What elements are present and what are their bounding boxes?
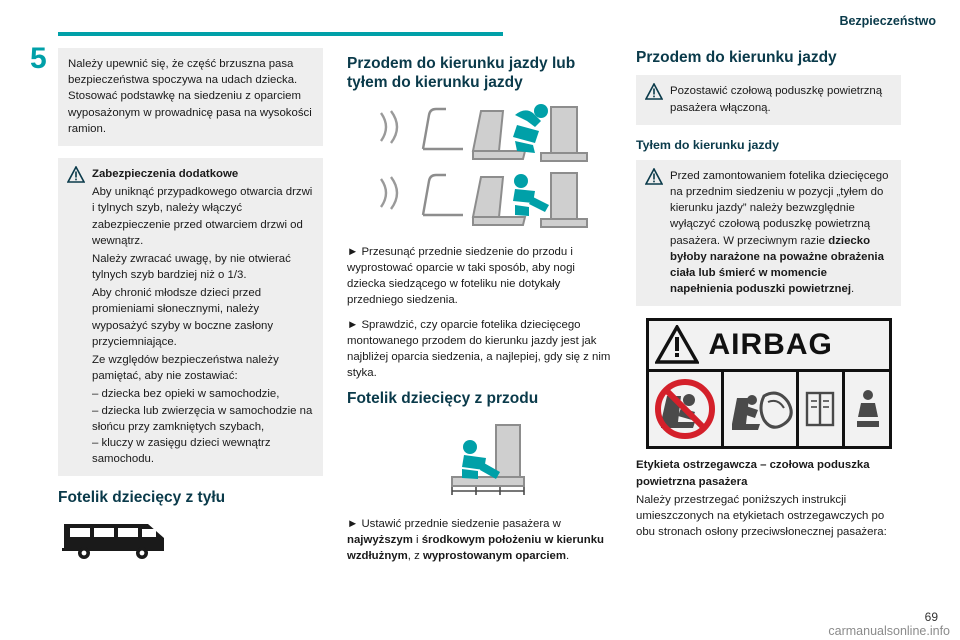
note-box-seatbelt <box>58 48 323 146</box>
manual-book-icon <box>799 372 845 446</box>
warning-title: Zabezpieczenia dodatkowe <box>92 167 239 180</box>
airbag-label-top <box>649 321 889 372</box>
column-3 <box>636 48 901 542</box>
section-heading-forward-facing: Przodem do kierunku jazdy <box>636 49 837 66</box>
list-item: – kluczy w zasięgu dzieci wewnątrz samochodu. <box>92 436 271 466</box>
page-header: Bezpieczeństwo <box>839 14 936 28</box>
page-number: 69 <box>924 610 938 624</box>
warning-paragraph-2: Należy zwracać uwagę, by nie otwierać tylnych szyb bardziej niż o 1/3. <box>92 252 291 282</box>
dealer-info-icon <box>845 372 891 446</box>
warning-text-bold: dziecko byłoby narażone na poważne obrażenia ciała lub śmierć w momencie napełnienia poduszki powietrznej <box>670 234 884 296</box>
watermark: carmanualsonline.info <box>828 624 950 638</box>
front-seat-figure <box>347 417 612 506</box>
instruction-paragraph-3 <box>347 516 612 565</box>
text-bold-2: środkowym położeniu w kierunku wzdłużnym <box>347 533 604 562</box>
section-heading-front-child-seat: Fotelik dziecięcy z przodu <box>347 390 539 408</box>
warning-triangle-icon <box>67 166 85 184</box>
list-item: – dziecka bez opieki w samochodzie, <box>92 388 280 401</box>
warning-paragraph-3: Aby chronić młodsze dzieci przed promieniami słonecznymi, należy wyposażyć szyby w boczne zasłony przyciemniające. <box>92 287 274 348</box>
text-fragment: . <box>566 550 570 562</box>
text-fragment: ► Ustawić przednie siedzenie pasażera w <box>347 517 561 530</box>
instruction-paragraph-1: ► Przesunąć przednie siedzenie do przodu i wyprostować oparcie w taki sposób, aby nogi dziecka siedzącego w foteliku nie dotykały przedniego siedzenia. <box>347 245 575 307</box>
warning-list <box>92 386 313 467</box>
van-figure <box>58 518 323 567</box>
warning-box-airbag-on <box>636 75 901 124</box>
no-rear-facing-seat-icon <box>649 372 724 446</box>
seat-positions-figure <box>347 101 612 234</box>
text-fragment: i <box>412 533 422 546</box>
section-heading-facing-directions: Przodem do kierunku jazdy lub tyłem do kierunku jazdy <box>347 55 576 92</box>
airbag-label-bottom <box>649 372 889 446</box>
column-1 <box>58 48 323 567</box>
text-fragment: , z <box>407 550 423 562</box>
instruction-paragraph-after-label: Należy przestrzegać poniższych instrukcji umieszczonych na etykietach ostrzegawczych po obu stronach osłony przeciwsłonecznej pasażera: <box>636 493 887 539</box>
warning-paragraph-4: Ze względów bezpieczeństwa należy pamiętać, aby nie zostawiać: <box>92 354 279 383</box>
figure-caption: Etykieta ostrzegawcza – czołowa poduszka powietrzna pasażera <box>636 459 870 488</box>
section-heading-rear-facing: Tyłem do kierunku jazdy <box>636 137 779 152</box>
warning-triangle-icon <box>645 83 663 101</box>
warning-triangle-icon <box>645 168 663 186</box>
chapter-number: 5 <box>30 42 47 75</box>
airbag-label-word: AIRBAG <box>708 328 833 362</box>
airbag-deployment-icon <box>724 372 799 446</box>
front-seat-position-icon <box>400 417 560 501</box>
column-2 <box>347 48 612 566</box>
airbag-warning-label <box>646 318 892 449</box>
text-bold-3: wyprostowanym oparciem <box>422 550 567 562</box>
van-icon <box>58 518 168 562</box>
section-heading-rear-child-seat: Fotelik dziecięcy z tyłu <box>58 489 226 507</box>
header-rule <box>58 32 503 36</box>
warning-text-pre: Przed zamontowaniem fotelika dziecięcego na przednim siedzeniu w pozycji „tyłem do kierunku jazdy” należy bezwzględnie wyłączyć czołową poduszkę powietrzną pasażera. W przeciwnym razie <box>670 169 889 247</box>
warning-box-airbag-off <box>636 160 901 307</box>
warning-triangle-icon <box>655 325 699 365</box>
text-bold-1: najwyższym <box>347 533 413 546</box>
warning-text: Pozostawić czołową poduszkę powietrzną pasażera włączoną. <box>670 85 883 114</box>
child-seat-orientation-icon <box>365 101 595 229</box>
warning-box-extra-safety <box>58 158 323 476</box>
note-text: Należy upewnić się, że część brzuszna pasa bezpieczeństwa spoczywa na udach dziecka. Stosować podstawkę na siedzeniu z oparciem wyposażonym w prowadnicę pasa na wysokości ramion. <box>68 58 312 135</box>
list-item: – dziecka lub zwierzęcia w samochodzie na słońcu przy zamkniętych szybach, <box>92 404 313 433</box>
instruction-paragraph-2: ► Sprawdzić, czy oparcie fotelika dziecięcego montowanego przodem do kierunku jazdy jest jak najbliżej oparcia siedzenia, a najlepiej, gdy się z nim styka. <box>347 318 611 380</box>
warning-paragraph-1: Aby uniknąć przypadkowego otwarcia drzwi i tylnych szyb, należy włączyć zabezpieczenie przed otwarciem drzwi od wewnątrz. <box>92 186 313 247</box>
warning-text-end: . <box>851 283 855 296</box>
